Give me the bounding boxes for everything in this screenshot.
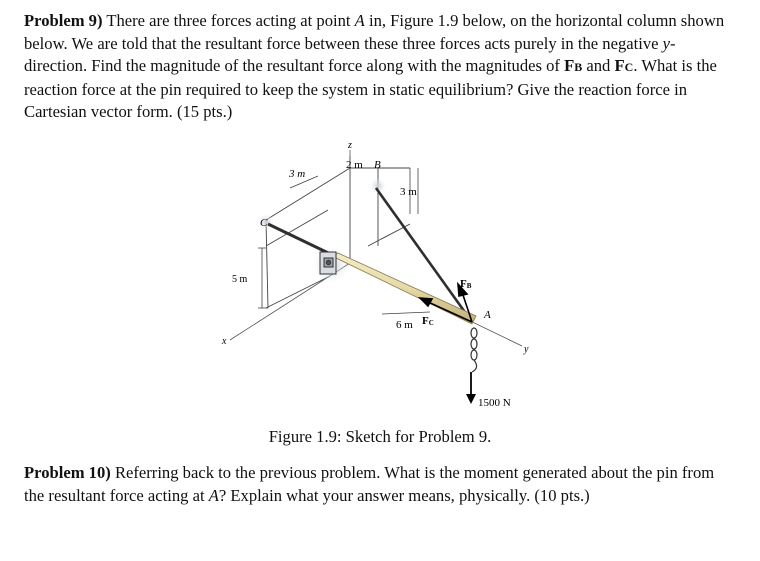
problem-10-part-1: Referring back to the previous problem. What is the moment generated about the pin from the resultant force acting at xyxy=(24,463,715,505)
point-a-label: A xyxy=(484,309,491,321)
point-b-label: B xyxy=(374,159,381,171)
problem-9-and: and xyxy=(582,56,615,75)
problem-9-fc-symbol: FC xyxy=(614,56,634,75)
problem-10-label: Problem 10) xyxy=(24,463,111,482)
force-fc-label: FC xyxy=(422,315,434,327)
problem-10-point-a: A xyxy=(208,485,219,505)
figure-caption: Figure 1.9: Sketch for Problem 9. xyxy=(268,427,492,446)
problem-9-part-3: -direction. Find the magnitude of the resultant force along with the magnitudes of xyxy=(24,33,676,75)
problem-9-text xyxy=(24,10,736,124)
pin-support xyxy=(320,252,336,274)
dim-3m-left: 3 m xyxy=(289,168,306,180)
problem-9-label: Problem 9) xyxy=(24,11,103,30)
problem-9-part-4: . What is the reaction force at the pin required to keep the system in static equilibrium? Give the reaction force in Cartesian vector form. (15 pts.) xyxy=(24,56,717,121)
problem-9-point-a: A xyxy=(354,11,365,30)
x-axis-label: x xyxy=(222,336,227,347)
y-axis-label: y xyxy=(524,344,529,355)
problem-9-part-1: There are three forces acting at point xyxy=(102,11,355,30)
problem-9-y-direction: y xyxy=(662,33,671,53)
load-arrow-head xyxy=(466,394,476,404)
dim-6m: 6 m xyxy=(396,319,413,331)
problem-9-fb-symbol: FB xyxy=(564,56,583,75)
problem-9-part-2: in, Figure 1.9 below, on the horizontal column shown below. We are told that the resultant force between these three forces acts purely in the negative xyxy=(24,11,725,53)
load-label: 1500 N xyxy=(478,397,511,409)
z-axis-label: z xyxy=(348,140,352,151)
problem-10-text xyxy=(24,462,736,507)
problem-10-part-2: ? Explain what your answer means, physically. (10 pts.) xyxy=(218,485,590,505)
force-fb-label: FB xyxy=(460,278,472,290)
dim-5m: 5 m xyxy=(232,274,248,285)
figure-1-9-sketch xyxy=(200,128,560,418)
point-c-label: C xyxy=(260,217,268,229)
dim-2m: 2 m xyxy=(346,159,363,171)
dim-3m-right: 3 m xyxy=(400,186,417,198)
hanging-load xyxy=(471,328,477,372)
